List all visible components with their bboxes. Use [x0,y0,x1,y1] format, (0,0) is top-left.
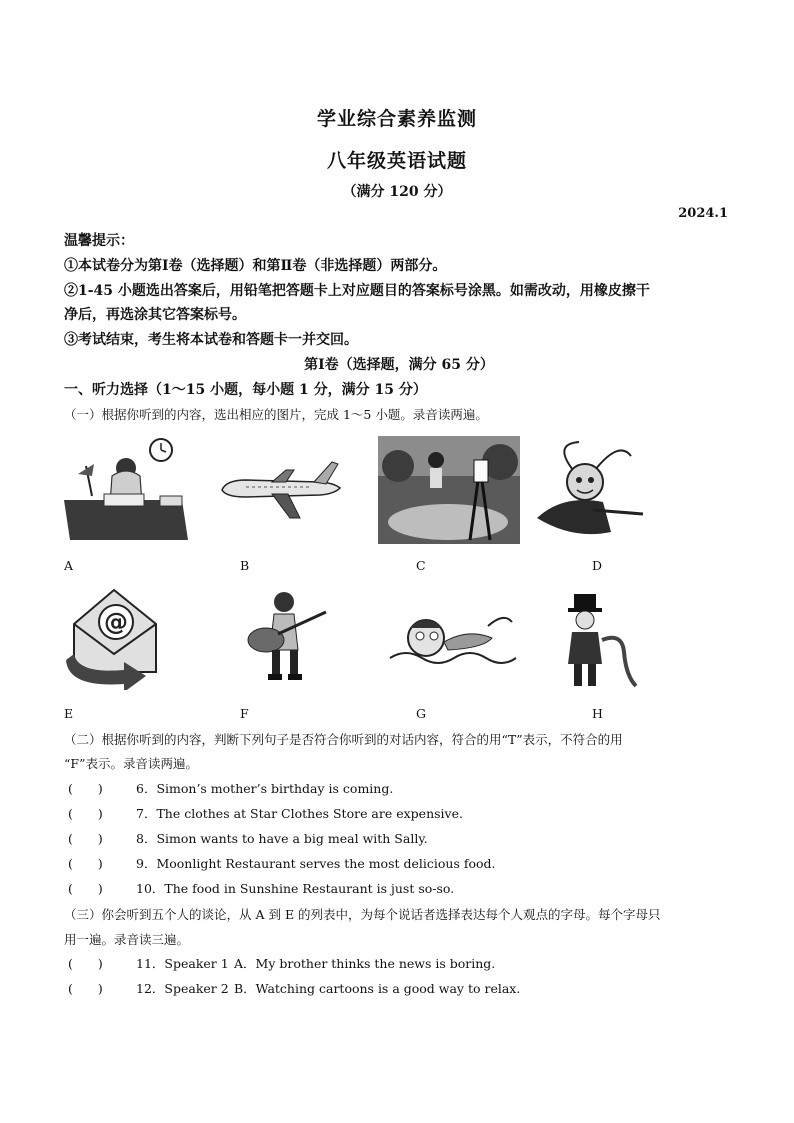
answer-blank[interactable]: ( ) [68,956,103,971]
girl-studying-at-desk-icon [64,436,188,542]
question-text: 6．Simon’s mother’s birthday is coming. [136,781,394,796]
airplane-icon [216,456,346,522]
tip-3: ③考试结束，考生将本试卷和答题卡一并交回。 [64,332,358,348]
picture-label-g: G [416,706,426,721]
question-text: 10．The food in Sunshine Restaurant is just so-so. [136,881,455,896]
magician-icon [562,592,642,692]
question-11 [68,954,495,974]
park-painting-icon [378,436,520,544]
speaker-label: 11．Speaker 1 [136,956,229,971]
answer-blank[interactable]: ( ) [68,856,103,871]
answer-blank[interactable]: ( ) [68,981,103,996]
picture-label-e: E [64,706,74,721]
question-10 [68,879,454,899]
picture-label-b: B [240,558,250,573]
full-score: （满分 120 分） [342,184,452,200]
answer-blank[interactable]: ( ) [68,806,103,821]
question-12 [68,979,520,999]
question-text: 9．Moonlight Restaurant serves the most delicious food. [136,856,496,871]
tip-1: ①本试卷分为第Ⅰ卷（选择题）和第Ⅱ卷（非选择题）两部分。 [64,258,447,274]
email-envelope-icon [64,584,174,690]
answer-blank[interactable]: ( ) [68,781,103,796]
question-7 [68,804,463,824]
picture-label-h: H [592,706,603,721]
answer-blank[interactable]: ( ) [68,831,103,846]
volume-1-title: 第Ⅰ卷（选择题，满分 65 分） [304,357,494,373]
exam-title: 学业综合素养监测 [316,108,477,130]
picture-label-c: C [416,558,426,573]
tips-heading: 温馨提示： [64,233,134,249]
section-1-title: 一、听力选择（1～15 小题，每小题 1 分，满分 15 分） [64,382,427,398]
question-8 [68,829,428,849]
answer-blank[interactable]: ( ) [68,881,103,896]
question-9 [68,854,496,874]
monkey-king-icon [533,440,645,542]
part-2-instructions-line2: “F”表示。录音读两遍。 [64,756,198,771]
part-3-instructions-line1: （三）你会听到五个人的谈论，从 A 到 E 的列表中，为每个说话者选择表达每个人观点的字母。每个字母只 [64,907,661,922]
tip-2-line2: 净后，再选涂其它答案标号。 [64,307,246,323]
exam-subtitle: 八年级英语试题 [326,150,467,172]
picture-label-d: D [592,558,603,573]
speaker-label: 12．Speaker 2 [136,981,229,996]
part-1-instructions: （一）根据你听到的内容，选出相应的图片，完成 1～5 小题。录音读两遍。 [64,407,488,422]
tip-2-line1: ②1-45 小题选出答案后，用铅笔把答题卡上对应题目的答案标号涂黑。如需改动，用橡皮擦干 [64,283,650,299]
picture-label-f: F [240,706,249,721]
picture-label-a: A [64,558,74,573]
exam-date: 2024.1 [678,206,728,221]
question-text: 7．The clothes at Star Clothes Store are expensive. [136,806,463,821]
question-6 [68,779,393,799]
part-3-instructions-line2: 用一遍。录音读三遍。 [64,932,190,947]
option-text: A．My brother thinks the news is boring. [234,956,496,971]
question-text: 8．Simon wants to have a big meal with Sally. [136,831,428,846]
option-text: B．Watching cartoons is a good way to relax. [234,981,521,996]
guitar-player-icon [238,590,330,686]
part-2-instructions-line1: （二）根据你听到的内容，判断下列句子是否符合你听到的对话内容，符合的用“T”表示，不符合的用 [64,732,623,747]
swimmer-icon [388,598,518,678]
svg-text:@: @ [104,608,128,636]
